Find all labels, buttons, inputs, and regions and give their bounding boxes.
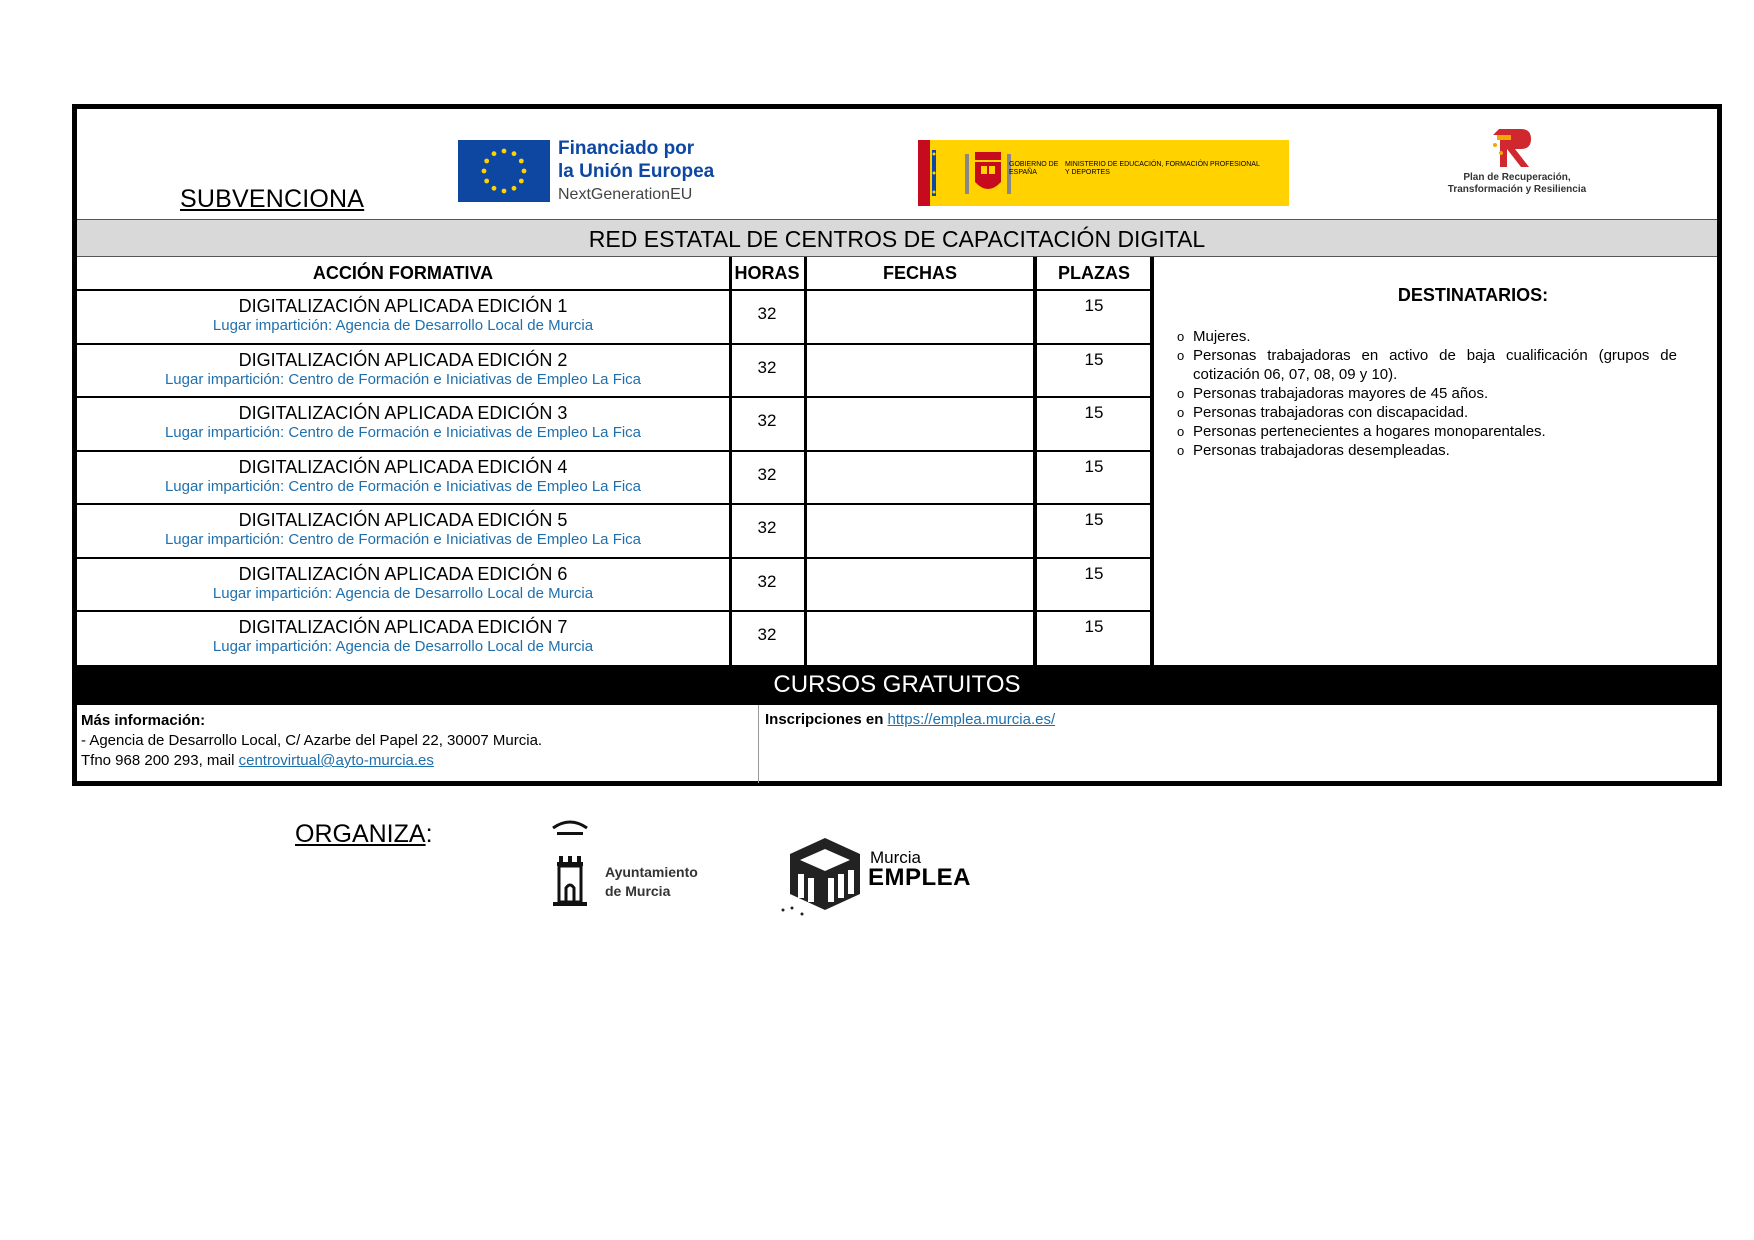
inscripciones-link[interactable]: https://emplea.murcia.es/: [887, 711, 1056, 728]
destinatarios-list: [1177, 327, 1677, 460]
th-accion: ACCIÓN FORMATIVA: [312, 263, 494, 283]
inscripciones-label: Inscripciones en: [765, 711, 888, 728]
table-row: [77, 451, 1153, 504]
spain-flag-icon: [918, 140, 953, 206]
th-fechas: FECHAS: [882, 263, 957, 283]
eu-star-icon: [482, 169, 487, 174]
table-row: [77, 504, 1153, 557]
eu-star-icon: [519, 159, 524, 164]
destinatarios-title: DESTINATARIOS:: [1397, 285, 1549, 305]
prtr-line1: Plan de Recuperación,: [1463, 172, 1571, 183]
destinatario-item: o Mujeres.: [1177, 327, 1677, 346]
ayto-line2: de Murcia: [605, 883, 671, 899]
course-hours: 32: [757, 357, 777, 377]
eu-star-icon: [484, 159, 489, 164]
table-row: [77, 611, 1153, 664]
murcia-emplea-line1: Murcia: [870, 848, 922, 867]
eu-star-icon: [502, 149, 507, 154]
prtr-logo-text: [1417, 172, 1617, 196]
more-info-heading: Más información:: [81, 712, 206, 729]
eu-star-icon: [492, 186, 497, 191]
course-place: Lugar impartición: Centro de Formación e Iniciativas de Empleo La Fica: [164, 531, 642, 548]
course-title: DIGITALIZACIÓN APLICADA EDICIÓN 3: [238, 403, 568, 423]
info-sheet-frame: [72, 104, 1722, 786]
murcia-emplea-line2: EMPLEA: [868, 864, 972, 891]
network-banner: RED ESTATAL DE CENTROS DE CAPACITACIÓN DIGITAL: [77, 219, 1717, 257]
course-hours: 32: [757, 518, 777, 537]
inscripciones-block: [765, 711, 1055, 728]
course-seats: 15: [1084, 563, 1104, 583]
eu-line1: Financiado por: [558, 138, 695, 159]
destinatario-item: o Personas trabajadoras en activo de baja cualificación (grupos de cotización 06, 07, 08, 09 y 10).: [1177, 346, 1677, 384]
course-seats: 15: [1084, 510, 1104, 529]
subvenciona-label: SUBVENCIONA: [180, 185, 365, 213]
course-title: DIGITALIZACIÓN APLICADA EDICIÓN 6: [238, 563, 568, 584]
cursos-gratuitos-banner: CURSOS GRATUITOS: [77, 665, 1717, 705]
course-place: Lugar impartición: Agencia de Desarrollo Local de Murcia: [212, 584, 594, 602]
course-seats: 15: [1084, 456, 1104, 476]
courses-table: [77, 257, 1717, 665]
course-seats: 15: [1084, 349, 1104, 369]
table-row: [77, 344, 1153, 397]
more-info-contact: [81, 751, 761, 771]
course-title: DIGITALIZACIÓN APLICADA EDICIÓN 5: [238, 510, 568, 530]
course-hours: 32: [757, 411, 777, 430]
course-place: Lugar impartición: Centro de Formación e Iniciativas de Empleo La Fica: [164, 477, 642, 495]
more-info-block: [81, 711, 761, 771]
course-place: Lugar impartición: Agencia de Desarrollo Local de Murcia: [212, 638, 594, 655]
eu-star-icon: [492, 151, 497, 156]
table-row: [77, 397, 1153, 450]
prtr-logo-icon: [1489, 125, 1549, 169]
ayto-line1: Ayuntamiento: [605, 864, 698, 880]
th-horas: HORAS: [734, 263, 800, 283]
course-title: DIGITALIZACIÓN APLICADA EDICIÓN 2: [238, 349, 568, 370]
course-hours: 32: [757, 571, 777, 591]
organiza-colon: :: [425, 820, 433, 848]
th-plazas: PLAZAS: [1058, 263, 1130, 283]
organiza-text: ORGANIZA: [295, 820, 426, 848]
eu-star-icon: [484, 179, 489, 184]
table-row: [77, 290, 1153, 343]
email-link[interactable]: centrovirtual@ayto-murcia.es: [238, 752, 434, 769]
header-divider: [77, 289, 1153, 291]
course-place: Lugar impartición: Agencia de Desarrollo Local de Murcia: [212, 317, 594, 334]
prtr-line2: Transformación y Resiliencia: [1447, 184, 1587, 195]
funding-header: [77, 109, 1717, 219]
gobierno-text: GOBIERNO DE ESPAÑA: [1009, 161, 1059, 176]
more-info-address: - Agencia de Desarrollo Local, C/ Azarbe del Papel 22, 30007 Murcia.: [81, 732, 543, 749]
eu-line3: NextGenerationEU: [558, 186, 693, 203]
organiza-label: [295, 820, 433, 849]
destinatario-item: o Personas trabajadoras con discapacidad.: [1177, 403, 1677, 422]
course-title: DIGITALIZACIÓN APLICADA EDICIÓN 7: [238, 617, 568, 637]
eu-star-icon: [502, 189, 507, 194]
course-hours: 32: [757, 464, 777, 484]
eu-star-icon: [512, 186, 517, 191]
ayuntamiento-text: [605, 863, 698, 901]
course-place: Lugar impartición: Centro de Formación e Iniciativas de Empleo La Fica: [164, 424, 642, 441]
table-row: [77, 558, 1153, 611]
course-place: Lugar impartición: Centro de Formación e Iniciativas de Empleo La Fica: [164, 370, 642, 388]
eu-star-icon: [512, 151, 517, 156]
eu-flag-icon: [458, 140, 550, 202]
course-seats: 15: [1084, 403, 1104, 422]
course-title: DIGITALIZACIÓN APLICADA EDICIÓN 4: [238, 456, 568, 477]
eu-star-icon: [522, 169, 527, 174]
phone-text: Tfno 968 200 293, mail: [81, 752, 239, 769]
course-seats: 15: [1084, 296, 1104, 315]
ministerio-text: MINISTERIO DE EDUCACIÓN, FORMACIÓN PROFESIONAL Y DEPORTES: [1065, 161, 1260, 176]
course-hours: 32: [757, 625, 777, 644]
eu-star-icon: [519, 179, 524, 184]
destinatario-item: o Personas trabajadoras mayores de 45 años.: [1177, 384, 1677, 403]
destinatario-item: o Personas pertenecientes a hogares monoparentales.: [1177, 422, 1677, 441]
eu-funding-logo-text: [558, 137, 714, 206]
course-title: DIGITALIZACIÓN APLICADA EDICIÓN 1: [238, 296, 568, 316]
murcia-emplea-cube-icon: [780, 826, 870, 916]
destinatario-item: o Personas trabajadoras desempleadas.: [1177, 441, 1677, 460]
ayuntamiento-tower-icon: [545, 812, 595, 912]
course-seats: 15: [1084, 617, 1104, 636]
contact-info: [77, 705, 1717, 783]
eu-line2: la Unión Europea: [558, 161, 715, 182]
course-hours: 32: [757, 304, 777, 323]
info-divider: [758, 705, 759, 783]
